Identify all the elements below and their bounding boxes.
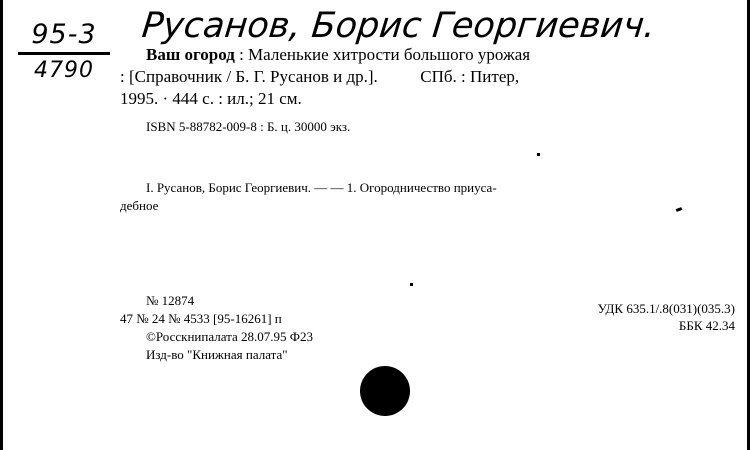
scan-edge-left (0, 0, 3, 450)
call-number-divider (18, 52, 110, 55)
bbk-code: ББК 42.34 (678, 318, 735, 333)
scan-speck (410, 283, 413, 286)
call-number (18, 20, 110, 83)
footer-left (120, 292, 313, 364)
punch-hole (360, 366, 410, 416)
book-title: Ваш огород (146, 45, 235, 64)
publisher-line: Изд-во "Книжная палата" (146, 347, 288, 362)
call-number-bottom: 4790 (34, 58, 94, 83)
responsibility-line (120, 67, 720, 87)
copyright-line: ©Росскнипалата 28.07.95 Ф23 (146, 329, 314, 344)
tracing-line-cont: дебное (120, 198, 159, 213)
imprint-line: 1995. · 444 с. : ил.; 21 см. (120, 89, 302, 108)
title-line (146, 45, 746, 65)
isbn-line: ISBN 5-88782-009-8 : Б. ц. 30000 экз. (146, 119, 351, 134)
udc-code: УДК 635.1/.8(031)(035.3) (597, 301, 735, 316)
call-number-top: 95-3 (31, 19, 97, 50)
publisher-text: СПб. : Питер, (420, 67, 520, 86)
author-heading: Русанов, Борис Георгиевич. (140, 6, 658, 46)
footer-right (520, 300, 735, 334)
registration-number: № 12874 (146, 293, 195, 308)
scan-speck (537, 153, 540, 156)
tracing-line: I. Русанов, Борис Георгиевич. — — 1. Огородничество приуса- (146, 180, 497, 195)
responsibility-text: : [Справочник / Б. Г. Русанов и др.]. (120, 67, 378, 86)
catalog-codes: 47 № 24 № 4533 [95-16261] п (120, 311, 282, 326)
book-subtitle: : Маленькие хитрости большого урожая (234, 45, 531, 64)
